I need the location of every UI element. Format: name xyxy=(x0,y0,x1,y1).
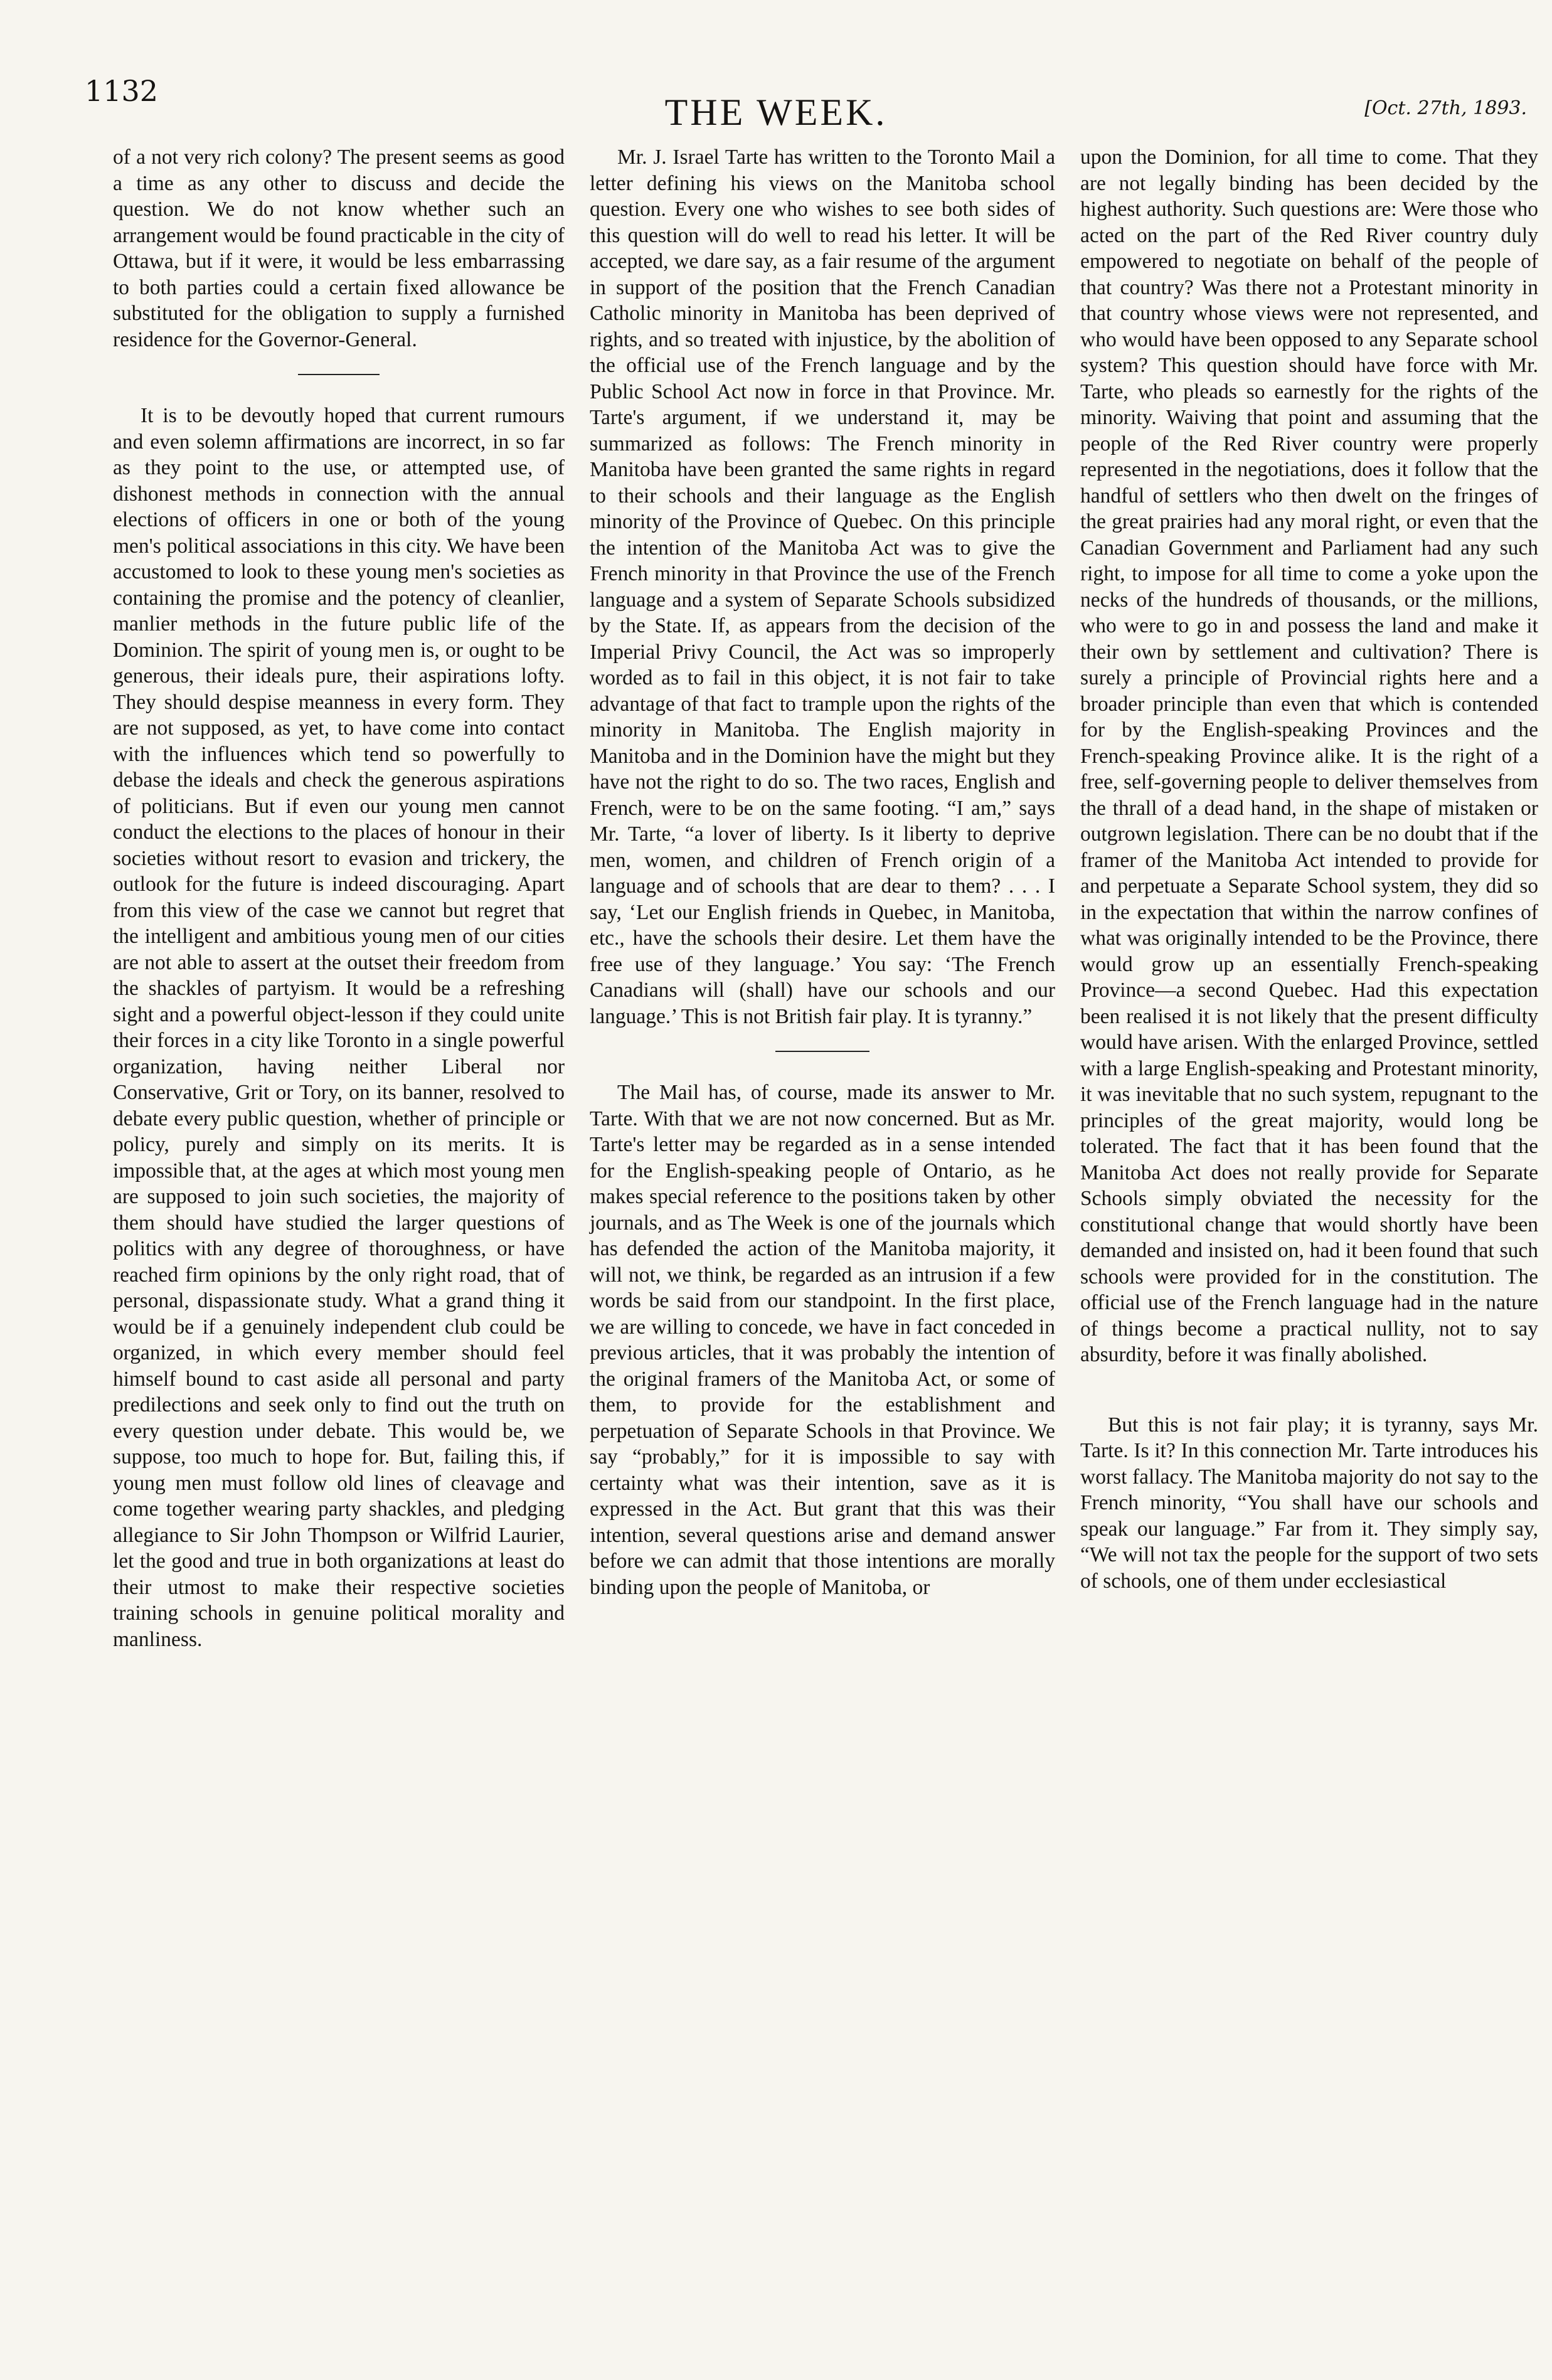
section-divider xyxy=(298,374,380,375)
article-paragraph: upon the Dominion, for all time to come. That they are not legally binding has been decided by the highest authority. Such questions are: Were those who acted on the part of the Red River country duly empowered to negotiate on behalf of the people of that country? Was there not a Protestant minority in that country whose views were not represented, and who would have been opposed to any Separate school system? This question should have force with Mr. Tarte, who pleads so earnestly for the rights of the minority. Waiving that point and assuming that the people of the Red River country were properly represented in the negotiations, does it follow that the handful of settlers who then dwelt on the fringes of the great prairies had any moral right, or even that the Canadian Government and Parliament had any such right, to impose for all time to come a yoke upon the necks of the hundreds of thousands, or the millions, who were to go in and possess the land and make it their own by settlement and cultivation? There is surely a principle of Provincial rights here and a broader principle than even that which is contended for by the English-speaking Provinces and the French-speaking Province alike. It is the right of a free, self-governing people to deliver themselves from the thrall of a dead hand, in the shape of mistaken or outgrown legislation. There can be no doubt that if the framer of the Manitoba Act intended to provide for and perpetuate a Separate School system, they did so in the expectation that within the narrow confines of what was originally intended to be the Province, there would grow up an essentially French-speaking Province—a second Quebec. Had this expectation been realised it is not likely that the present difficulty would have arisen. With the enlarged Province, settled with a large English-speaking and Protestant minority, it was inevitable that no such system, repugnant to the principles of the great majority, would long be tolerated. The fact that it has been found that the Manitoba Act does not really provide for Separate Schools simply obviated the necessity for the constitutional change that would shortly have been demanded and insisted on, had it been found that such schools were provided for in the constitution. The official use of the French language had in the nature of things become a practical nullity, not to say absurdity, before it was finally abolished. xyxy=(1080,146,1538,1366)
column-middle xyxy=(590,144,1055,1600)
column-right xyxy=(1080,144,1538,1594)
issue-date: [Oct. 27th, 1893. xyxy=(1364,97,1527,119)
article-paragraph: It is to be devoutly hoped that current rumours and even solemn affirmations are incorrect, in so far as they point to the use, or attempted use, of dishonest methods in connection with the annual elections of officers in one or both of the young men's political associations in this city. We have been accustomed to look to these young men's societies as containing the promise and the potency of cleanlier, manlier methods in the future public life of the Dominion. The spirit of young men is, or ought to be generous, their ideals pure, their aspirations lofty. They should despise meanness in every form. They are not supposed, as yet, to have come into contact with the influences which tend so powerfully to debase the ideals and check the generous aspirations of politicians. But if even our young men cannot conduct the elections to the places of honour in their societies without resort to evasion and trickery, the outlook for the future is indeed discouraging. Apart from this view of the case we cannot but regret that the intelligent and ambitious young men of our cities are not able to assert at the outset their freedom from the shackles of partyism. It would be a refreshing sight and a powerful object-lesson if they could unite their forces in a city like Toronto in a single powerful organization, having neither Liberal nor Conservative, Grit or Tory, on its banner, resolved to debate every public question, whether of principle or policy, purely and simply on its merits. It is impossible that, at the ages at which most young men are supposed to join such societies, the majority of them should have studied the larger questions of politics with any degree of thoroughness, or have reached firm opinions by the only right road, that of personal, dispassionate study. What a grand thing it would be if a genuinely independent club could be organized, in which every member should feel himself bound to cast aside all personal and party predilections and seek only to find out the truth on every question under debate. This would be, we suppose, too much to hope for. But, failing this, if young men must follow old lines of cleavage and come together wearing party shackles, and pledging allegiance to Sir John Thompson or Wilfrid Laurier, let the good and true in both organizations at least do their utmost to make their respective societies training schools in genuine political morality and manliness. xyxy=(113,404,565,1651)
article-paragraph: The Mail has, of course, made its answer to Mr. Tarte. With that we are not now concerned. But as Mr. Tarte's letter may be regarded as in a sense intended for the English-speaking people of Ontario, as he makes special reference to the positions taken by other journals, and as The Week is one of the journals which has defended the action of the Manitoba majority, it will not, we think, be regarded as an intrusion if a few words be said from our standpoint. In the first place, we are willing to concede, we have in fact conceded in previous articles, that it was probably the intention of the original framers of the Manitoba Act, or some of them, to provide for the establishment and perpetuation of Separate Schools in that Province. We say “probably,” for it is impossible to say with certainty what was their intention, save as it is expressed in the Act. But grant that this was their intention, several questions arise and demand answer before we can admit that those intentions are morally binding upon the people of Manitoba, or xyxy=(590,1081,1055,1599)
page-header xyxy=(0,0,1552,144)
page-number: 1132 xyxy=(85,74,159,108)
section-divider xyxy=(775,1051,869,1052)
section-gap xyxy=(1080,1368,1538,1412)
column-left xyxy=(113,144,565,1652)
masthead-title: THE WEEK. xyxy=(664,92,888,133)
article-paragraph: But this is not fair play; it is tyranny, says Mr. Tarte. Is it? In this connection Mr. Tarte introduces his worst fallacy. The Manitoba majority do not say to the French minority, “You shall have our schools and speak our language.” Far from it. They simply say, “We will not tax the people for the support of two sets of schools, one of them under ecclesiastical xyxy=(1080,1413,1538,1593)
article-paragraph: of a not very rich colony? The present seems as good a time as any other to discuss and decide the question. We do not know whether such an arrangement would be found practicable in the city of Ottawa, but if it were, it would be less embarrassing to both parties could a certain fixed allowance be substituted for the obligation to supply a furnished residence for the Governor-General. xyxy=(113,146,565,351)
article-paragraph: Mr. J. Israel Tarte has written to the Toronto Mail a letter defining his views on the Manitoba school question. Every one who wishes to see both sides of this question will do well to read his letter. It will be accepted, we dare say, as a fair resume of the argument in support of the position that the French Canadian Catholic minority in Manitoba has been deprived of rights, and so treated with injustice, by the abolition of the official use of the French language and by the Public School Act now in force in that Province. Mr. Tarte's argument, if we understand it, may be summarized as follows: The French minority in Manitoba have been granted the same rights in regard to their schools and their language as the English minority of the Province of Quebec. On this principle the intention of the Manitoba Act was to give the French minority in that Province the use of the French language and a system of Separate Schools subsidized by the State. If, as appears from the decision of the Imperial Privy Council, the Act was so improperly worded as to fail in this object, it is not fair to take advantage of that fact to trample upon the rights of the minority in Manitoba. The English majority in Manitoba and in the Dominion have the might but they have not the right to do so. The two races, English and French, were to be on the same footing. “I am,” says Mr. Tarte, “a lover of liberty. Is it liberty to deprive men, women, and children of French origin of a language and of schools that are dear to them? . . . I say, ‘Let our English friends in Quebec, in Manitoba, etc., have the schools their desire. Let them have the free use of they language.’ You say: ‘The French Canadians will (shall) have our schools and our language.’ This is not British fair play. It is tyranny.” xyxy=(590,146,1055,1028)
